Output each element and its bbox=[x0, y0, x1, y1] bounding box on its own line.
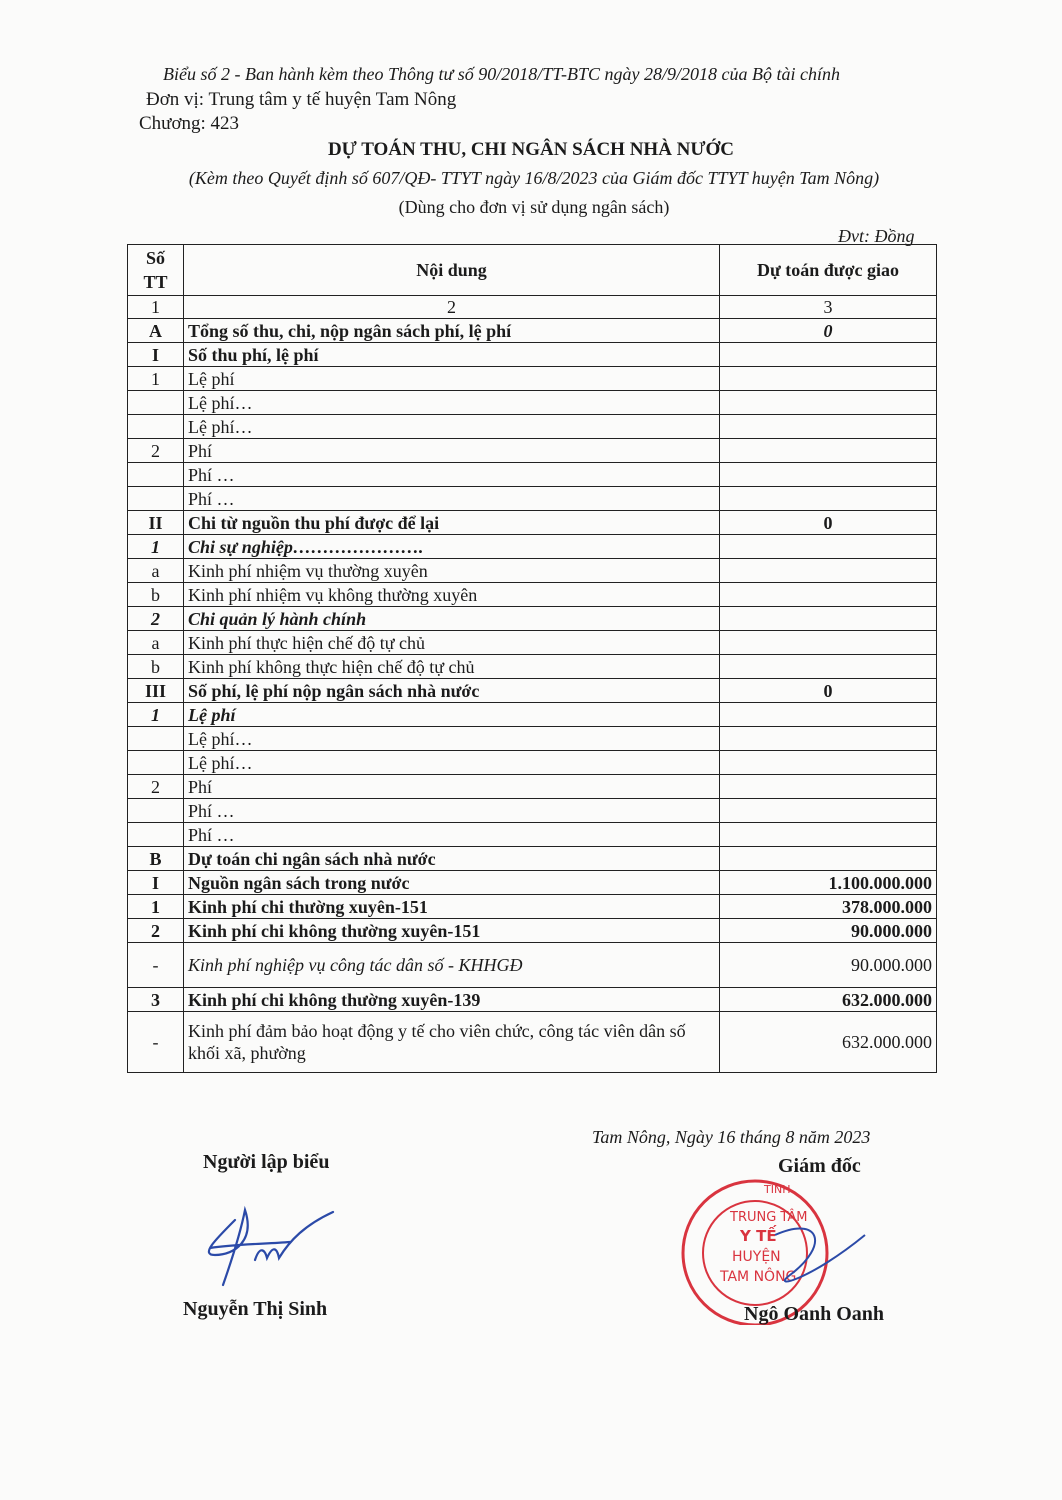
content-cell: Lệ phí… bbox=[184, 751, 720, 775]
table-row bbox=[128, 919, 937, 943]
amount-cell: 0 bbox=[720, 319, 937, 343]
content-cell: Chi từ nguồn thu phí được để lại bbox=[184, 511, 720, 535]
table-row bbox=[128, 679, 937, 703]
preparer-name: Nguyễn Thị Sinh bbox=[183, 1298, 328, 1320]
amount-cell bbox=[720, 823, 937, 847]
svg-text:TRUNG TÂM: TRUNG TÂM bbox=[730, 1210, 808, 1225]
amount-cell bbox=[720, 343, 937, 367]
stt-cell bbox=[128, 391, 184, 415]
budget-table bbox=[127, 244, 937, 1073]
content-cell: Số phí, lệ phí nộp ngân sách nhà nước bbox=[184, 679, 720, 703]
director-role: Giám đốc bbox=[778, 1155, 861, 1177]
amount-cell bbox=[720, 559, 937, 583]
table-row bbox=[128, 343, 937, 367]
unit-label: Đơn vị: Trung tâm y tế huyện Tam Nông bbox=[146, 89, 457, 110]
stt-cell: a bbox=[128, 559, 184, 583]
table-row bbox=[128, 775, 937, 799]
amount-cell: 378.000.000 bbox=[720, 895, 937, 919]
stt-cell: 1 bbox=[128, 895, 184, 919]
stt-cell bbox=[128, 415, 184, 439]
content-cell: Kinh phí thực hiện chế độ tự chủ bbox=[184, 631, 720, 655]
stt-cell: 2 bbox=[128, 607, 184, 631]
content-cell: Kinh phí nhiệm vụ không thường xuyên bbox=[184, 583, 720, 607]
stt-cell: A bbox=[128, 319, 184, 343]
amount-cell: 632.000.000 bbox=[720, 1012, 937, 1073]
currency-unit-note: Đvt: Đồng bbox=[838, 226, 915, 246]
amount-cell bbox=[720, 583, 937, 607]
table-row bbox=[128, 988, 937, 1012]
table-row bbox=[128, 895, 937, 919]
stt-cell: 2 bbox=[128, 439, 184, 463]
content-cell: Kinh phí chi không thường xuyên-151 bbox=[184, 919, 720, 943]
index-cell: 2 bbox=[184, 296, 720, 319]
amount-cell bbox=[720, 391, 937, 415]
table-row bbox=[128, 799, 937, 823]
decision-subtitle: (Kèm theo Quyết định số 607/QĐ- TTYT ngày 16/8/2023 của Giám đốc TTYT huyện Tam Nông) bbox=[188, 168, 880, 188]
amount-cell: 0 bbox=[720, 511, 937, 535]
amount-cell bbox=[720, 631, 937, 655]
amount-cell bbox=[720, 703, 937, 727]
table-row bbox=[128, 319, 937, 343]
content-cell: Chi sự nghiệp…………………. bbox=[184, 535, 720, 559]
amount-cell bbox=[720, 439, 937, 463]
table-row bbox=[128, 415, 937, 439]
table-header-row bbox=[128, 245, 937, 296]
stt-cell: III bbox=[128, 679, 184, 703]
amount-cell: 90.000.000 bbox=[720, 943, 937, 988]
content-cell: Kinh phí nhiệm vụ thường xuyên bbox=[184, 559, 720, 583]
content-cell: Chi quản lý hành chính bbox=[184, 607, 720, 631]
svg-text:TỈNH: TỈNH bbox=[764, 1183, 791, 1196]
stt-cell: 2 bbox=[128, 919, 184, 943]
chapter-label: Chương: 423 bbox=[139, 113, 240, 134]
stt-cell: - bbox=[128, 943, 184, 988]
amount-cell bbox=[720, 799, 937, 823]
table-row bbox=[128, 727, 937, 751]
stt-cell bbox=[128, 751, 184, 775]
table-row bbox=[128, 391, 937, 415]
content-cell: Phí … bbox=[184, 463, 720, 487]
column-index-row bbox=[128, 296, 937, 319]
header-amount: Dự toán được giao bbox=[720, 245, 937, 296]
amount-cell: 632.000.000 bbox=[720, 988, 937, 1012]
content-cell: Số thu phí, lệ phí bbox=[184, 343, 720, 367]
content-cell: Phí … bbox=[184, 799, 720, 823]
stt-cell bbox=[128, 823, 184, 847]
stt-cell: 1 bbox=[128, 703, 184, 727]
table-row bbox=[128, 535, 937, 559]
table-row bbox=[128, 1012, 937, 1073]
table-row bbox=[128, 823, 937, 847]
content-cell: Phí bbox=[184, 775, 720, 799]
header-content: Nội dung bbox=[184, 245, 720, 296]
stt-cell bbox=[128, 487, 184, 511]
stt-cell: a bbox=[128, 631, 184, 655]
content-cell: Lệ phí bbox=[184, 367, 720, 391]
stt-cell: 1 bbox=[128, 535, 184, 559]
amount-cell bbox=[720, 535, 937, 559]
content-cell: Phí bbox=[184, 439, 720, 463]
content-cell: Lệ phí… bbox=[184, 415, 720, 439]
index-cell: 3 bbox=[720, 296, 937, 319]
stt-cell bbox=[128, 799, 184, 823]
preparer-signature-icon bbox=[195, 1200, 345, 1290]
amount-cell bbox=[720, 463, 937, 487]
svg-text:TAM NÔNG: TAM NÔNG bbox=[720, 1269, 797, 1285]
svg-text:Y TẾ: Y TẾ bbox=[740, 1227, 777, 1245]
content-cell: Lệ phí bbox=[184, 703, 720, 727]
stt-cell: b bbox=[128, 583, 184, 607]
table-row bbox=[128, 559, 937, 583]
table-row bbox=[128, 463, 937, 487]
stt-cell: 3 bbox=[128, 988, 184, 1012]
content-cell: Lệ phí… bbox=[184, 391, 720, 415]
table-row bbox=[128, 607, 937, 631]
preparer-role: Người lập biểu bbox=[203, 1151, 330, 1173]
table-row bbox=[128, 631, 937, 655]
content-cell: Kinh phí chi không thường xuyên-139 bbox=[184, 988, 720, 1012]
stt-cell: - bbox=[128, 1012, 184, 1073]
table-row bbox=[128, 703, 937, 727]
table-row bbox=[128, 487, 937, 511]
table-row bbox=[128, 847, 937, 871]
stt-cell bbox=[128, 463, 184, 487]
amount-cell bbox=[720, 751, 937, 775]
table-row bbox=[128, 871, 937, 895]
place-date: Tam Nông, Ngày 16 tháng 8 năm 2023 bbox=[592, 1127, 871, 1147]
table-row bbox=[128, 583, 937, 607]
header-stt: Số TT bbox=[128, 245, 184, 296]
document-title: DỰ TOÁN THU, CHI NGÂN SÁCH NHÀ NƯỚC bbox=[327, 139, 735, 160]
svg-text:HUYỆN: HUYỆN bbox=[732, 1249, 781, 1265]
table-body bbox=[128, 296, 937, 1073]
content-cell: Kinh phí chi thường xuyên-151 bbox=[184, 895, 720, 919]
table-row bbox=[128, 367, 937, 391]
table-row bbox=[128, 943, 937, 988]
stt-cell: I bbox=[128, 871, 184, 895]
index-cell: 1 bbox=[128, 296, 184, 319]
amount-cell bbox=[720, 367, 937, 391]
stt-cell bbox=[128, 727, 184, 751]
content-cell: Kinh phí không thực hiện chế độ tự chủ bbox=[184, 655, 720, 679]
content-cell: Kinh phí đảm bảo hoạt động y tế cho viên chức, công tác viên dân số khối xã, phường bbox=[184, 1012, 720, 1073]
amount-cell bbox=[720, 775, 937, 799]
amount-cell bbox=[720, 727, 937, 751]
content-cell: Tổng số thu, chi, nộp ngân sách phí, lệ phí bbox=[184, 319, 720, 343]
amount-cell: 0 bbox=[720, 679, 937, 703]
amount-cell bbox=[720, 847, 937, 871]
table-row bbox=[128, 655, 937, 679]
content-cell: Dự toán chi ngân sách nhà nước bbox=[184, 847, 720, 871]
form-note: Biểu số 2 - Ban hành kèm theo Thông tư số 90/2018/TT-BTC ngày 28/9/2018 của Bộ tài chính bbox=[163, 64, 840, 84]
stt-cell: B bbox=[128, 847, 184, 871]
content-cell: Nguồn ngân sách trong nước bbox=[184, 871, 720, 895]
director-name: Ngô Oanh Oanh bbox=[744, 1303, 885, 1325]
stt-cell: II bbox=[128, 511, 184, 535]
stt-cell: b bbox=[128, 655, 184, 679]
amount-cell bbox=[720, 487, 937, 511]
amount-cell: 1.100.000.000 bbox=[720, 871, 937, 895]
table-row bbox=[128, 511, 937, 535]
amount-cell bbox=[720, 655, 937, 679]
amount-cell: 90.000.000 bbox=[720, 919, 937, 943]
stt-cell: 2 bbox=[128, 775, 184, 799]
amount-cell bbox=[720, 607, 937, 631]
stt-cell: I bbox=[128, 343, 184, 367]
usage-subtitle: (Dùng cho đơn vị sử dụng ngân sách) bbox=[398, 197, 670, 217]
table-row bbox=[128, 751, 937, 775]
content-cell: Phí … bbox=[184, 487, 720, 511]
amount-cell bbox=[720, 415, 937, 439]
content-cell: Phí … bbox=[184, 823, 720, 847]
content-cell: Kinh phí nghiệp vụ công tác dân số - KHHGĐ bbox=[184, 943, 720, 988]
content-cell: Lệ phí… bbox=[184, 727, 720, 751]
stt-cell: 1 bbox=[128, 367, 184, 391]
table-row bbox=[128, 439, 937, 463]
